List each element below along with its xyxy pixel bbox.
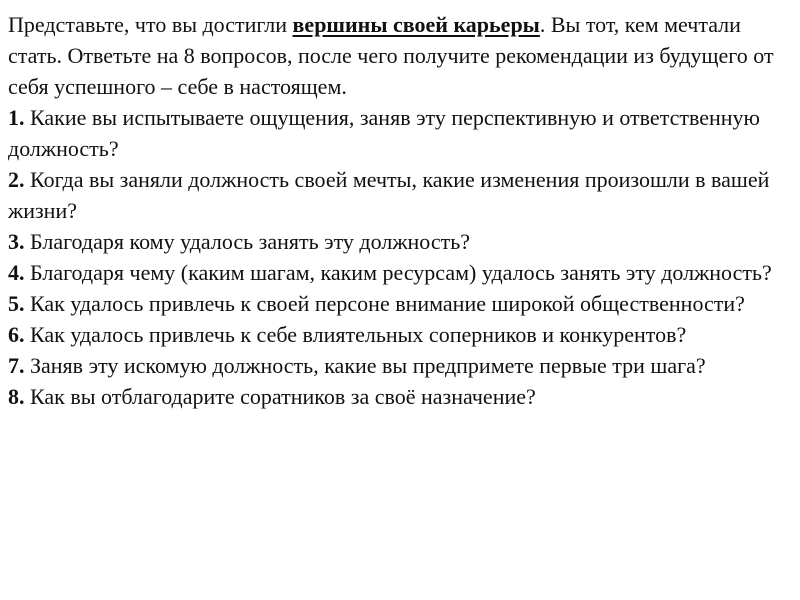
question-number: 4. <box>8 260 25 285</box>
question-text: Как удалось привлечь к своей персоне внимание широкой общественности? <box>24 291 745 316</box>
question-3 <box>8 226 793 257</box>
question-6 <box>8 319 793 350</box>
question-1 <box>8 102 793 164</box>
question-text: Какие вы испытываете ощущения, заняв эту перспективную и ответственную должность? <box>8 105 760 161</box>
question-text: Благодаря чему (каким шагам, каким ресурсам) удалось занять эту должность? <box>24 260 772 285</box>
question-text: Когда вы заняли должность своей мечты, какие изменения произошли в вашей жизни? <box>8 167 770 223</box>
question-2 <box>8 164 793 226</box>
question-5 <box>8 288 793 319</box>
question-number: 8. <box>8 384 25 409</box>
question-number: 7. <box>8 353 25 378</box>
intro-highlight: вершины своей карьеры <box>292 12 540 37</box>
intro-text-end: . Вы тот, кем мечтали стать. Ответьте на 8 вопросов, после чего получите рекомендации из будущего от себя успешного – себе в настоящем. <box>8 12 774 99</box>
question-4 <box>8 257 793 288</box>
question-number: 1. <box>8 105 25 130</box>
question-number: 6. <box>8 322 25 347</box>
question-number: 3. <box>8 229 25 254</box>
question-text: Заняв эту искомую должность, какие вы предпримете первые три шага? <box>24 353 706 378</box>
question-text: Как вы отблагодарите соратников за своё назначение? <box>24 384 536 409</box>
question-7 <box>8 350 793 381</box>
intro-text-start: Представьте, что вы достигли <box>8 12 293 37</box>
question-8 <box>8 381 793 412</box>
question-text: Как удалось привлечь к себе влиятельных соперников и конкурентов? <box>24 322 687 347</box>
question-number: 5. <box>8 291 25 316</box>
question-text: Благодаря кому удалось занять эту должность? <box>24 229 471 254</box>
intro-paragraph <box>8 9 793 102</box>
slide-text-block <box>8 9 793 412</box>
question-number: 2. <box>8 167 25 192</box>
